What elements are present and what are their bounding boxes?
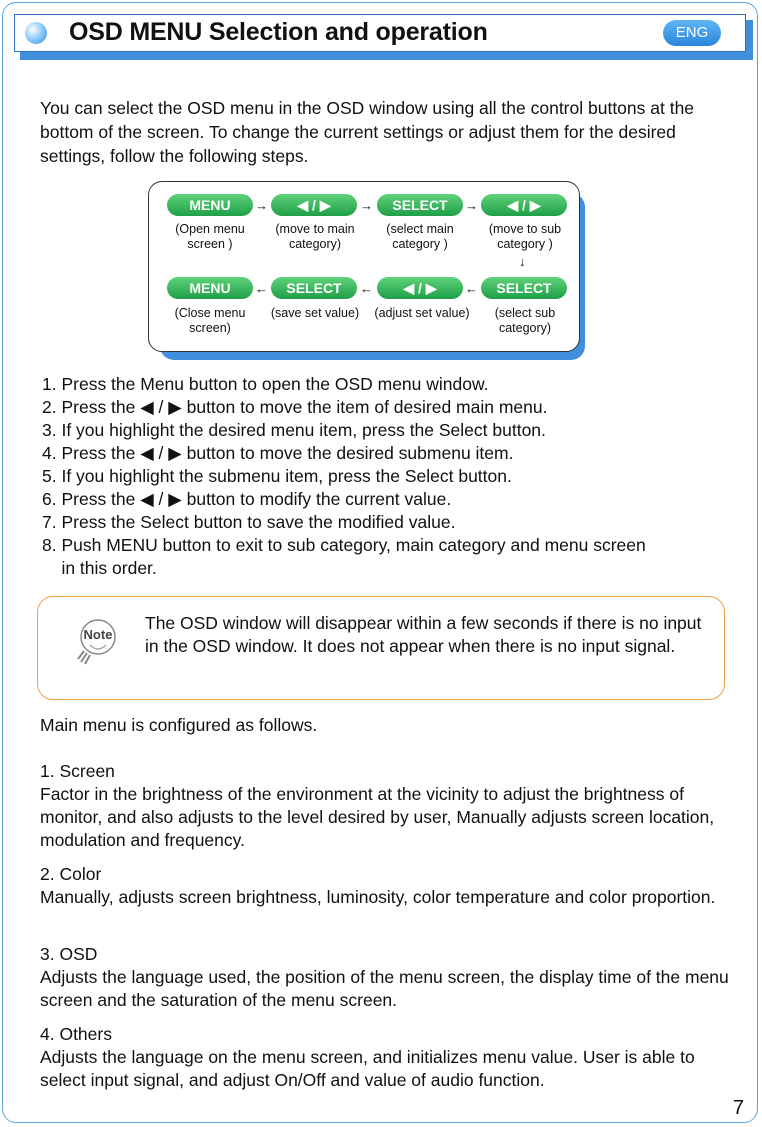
step-item: 1. Press the Menu button to open the OSD menu window.	[42, 374, 489, 394]
section-heading: 3. OSD	[40, 944, 98, 964]
flow-pill-select-save: SELECT	[271, 277, 357, 299]
flow-pill-menu-open: MENU	[167, 194, 253, 216]
menu-section	[40, 943, 730, 1012]
arrow-right-icon: →	[465, 198, 478, 213]
note-text: The OSD window will disappear within a few seconds if there is no input in the OSD window. It does not appear when there is no input signal.	[145, 613, 702, 656]
flow-diagram	[148, 181, 580, 352]
section-body: Manually, adjusts screen brightness, luminosity, color temperature and color proportion.	[40, 887, 716, 907]
flow-pill-select-main: SELECT	[377, 194, 463, 216]
step-item: 7. Press the Select button to save the modified value.	[42, 512, 456, 532]
note-icon-label: Note	[83, 627, 113, 642]
step-item: 2. Press the ◀ / ▶ button to move the item of desired main menu.	[42, 397, 548, 417]
arrow-right-icon: →	[255, 198, 268, 213]
flow-caption: (select main category )	[386, 222, 454, 251]
flow-caption: (move to main category)	[275, 222, 355, 251]
flow-pill-arrows-sub: ◀ / ▶	[481, 194, 567, 216]
step-item: 5. If you highlight the submenu item, press the Select button.	[42, 466, 512, 486]
section-heading: 2. Color	[40, 864, 102, 884]
main-menu-intro: Main menu is configured as follows.	[40, 715, 318, 735]
flow-caption: (Open menu screen )	[175, 222, 245, 251]
flow-caption: (save set value)	[270, 306, 360, 320]
step-item: 3. If you highlight the desired menu item, press the Select button.	[42, 420, 546, 440]
bullet-icon	[25, 22, 47, 44]
flow-pill-select-sub: SELECT	[481, 277, 567, 299]
arrow-left-icon: ←	[360, 281, 373, 296]
note-box	[37, 596, 725, 700]
title-bar	[14, 14, 746, 52]
steps-list	[42, 373, 732, 580]
section-body: Factor in the brightness of the environment at the vicinity to adjust the brightness of monitor, and also adjusts to the level desired by user, Manually adjusts screen location, modulation and frequency.	[40, 784, 715, 850]
language-badge: ENG	[663, 20, 721, 46]
section-heading: 4. Others	[40, 1024, 112, 1044]
intro-paragraph: You can select the OSD menu in the OSD window using all the control buttons at the bottom of the screen. To change the current settings or adjust them for the desired settings, follow the following steps.	[40, 98, 695, 166]
section-body: Adjusts the language on the menu screen, and initializes menu value. User is able to select input signal, and adjust On/Off and value of audio function.	[40, 1047, 695, 1090]
arrow-left-icon: ←	[255, 281, 268, 296]
flow-pill-arrows-main: ◀ / ▶	[271, 194, 357, 216]
step-item: in this order.	[42, 558, 157, 578]
page-title: OSD MENU Selection and operation	[69, 18, 488, 46]
section-body: Adjusts the language used, the position of the menu screen, the display time of the menu screen and the saturation of the menu screen.	[40, 967, 729, 1010]
arrow-right-icon: →	[360, 198, 373, 213]
flow-pill-menu-close: MENU	[167, 277, 253, 299]
flow-caption: (move to sub category )	[488, 222, 562, 251]
page-number: 7	[732, 1097, 744, 1119]
step-item: 4. Press the ◀ / ▶ button to move the desired submenu item.	[42, 443, 514, 463]
step-item: 8. Push MENU button to exit to sub category, main category and menu screen	[42, 535, 646, 555]
menu-section	[40, 863, 730, 909]
menu-section	[40, 760, 730, 852]
arrow-down-icon: ↓	[519, 254, 526, 269]
arrow-left-icon: ←	[465, 281, 478, 296]
section-heading: 1. Screen	[40, 761, 115, 781]
flow-caption: (Close menu screen)	[174, 306, 246, 335]
step-item: 6. Press the ◀ / ▶ button to modify the current value.	[42, 489, 452, 509]
menu-section	[40, 1023, 730, 1092]
flow-pill-arrows-adjust: ◀ / ▶	[377, 277, 463, 299]
flow-caption: (select sub category)	[494, 306, 556, 335]
flow-caption: (adjust set value)	[374, 306, 470, 320]
note-lightbulb-icon	[72, 615, 124, 667]
